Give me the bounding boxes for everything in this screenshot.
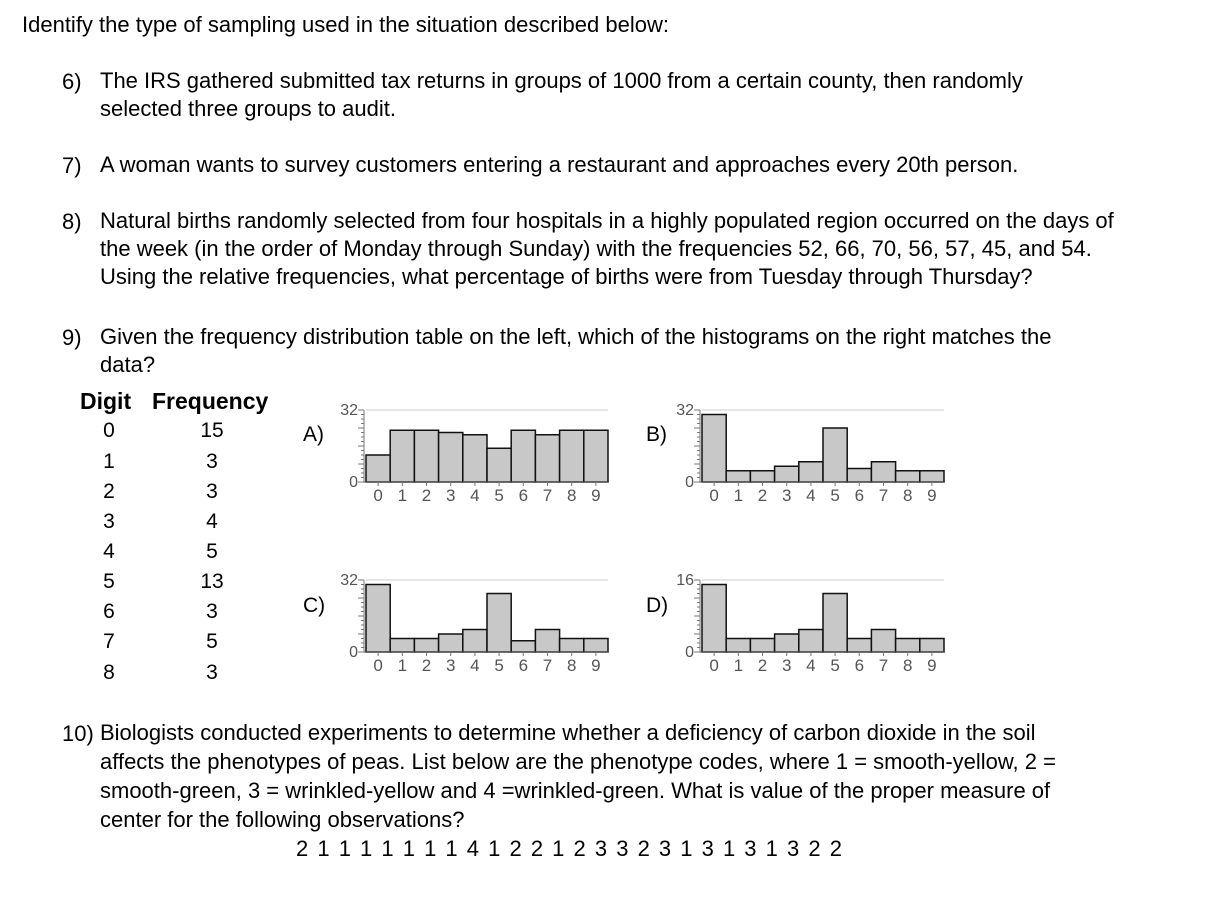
table-frequency: 5 [206, 540, 218, 563]
question-8-number: 8) [62, 209, 82, 234]
histogram-bar [366, 455, 390, 482]
x-tick-label: 2 [421, 486, 432, 505]
histogram-bar [535, 435, 559, 482]
table-frequency: 15 [200, 419, 224, 442]
observations-list: 2 1 1 1 1 1 1 1 4 1 2 2 1 2 3 3 2 3 1 3 1 3 1 3 2 2 [296, 836, 842, 861]
x-tick-label: 0 [709, 656, 719, 675]
table-digit: 2 [103, 480, 115, 503]
histogram-bar [511, 430, 535, 482]
histogram-bar [823, 428, 847, 482]
x-tick-label: 8 [566, 656, 577, 675]
table-header-frequency: Frequency [152, 388, 269, 414]
histogram-bar [463, 435, 487, 482]
x-tick-label: 5 [494, 656, 504, 675]
x-tick-label: 5 [494, 486, 504, 505]
x-tick-label: 9 [927, 656, 937, 675]
x-tick-label: 7 [542, 486, 553, 505]
x-tick-label: 3 [781, 486, 792, 505]
histogram-bar [390, 430, 414, 482]
table-digit: 1 [103, 450, 115, 473]
question-10-line-1: Biologists conducted experiments to determine whether a deficiency of carbon dioxide in the soil [100, 720, 1036, 745]
histogram-bar [799, 462, 823, 482]
histogram-bar [584, 430, 608, 482]
option-a-label: A) [303, 423, 324, 446]
question-10-line-3: smooth-green, 3 = wrinkled-yellow and 4 =wrinkled-green. What is value of the proper measure of [100, 778, 1051, 803]
table-frequency: 3 [206, 661, 218, 684]
histogram-d [666, 570, 956, 680]
x-tick-label: 6 [518, 656, 529, 675]
histogram-bar [366, 585, 390, 653]
x-tick-label: 6 [518, 486, 529, 505]
instructions: Identify the type of sampling used in the situation described below: [22, 12, 669, 37]
x-tick-label: 0 [709, 486, 719, 505]
x-tick-label: 9 [927, 486, 937, 505]
histogram-bar [750, 639, 774, 653]
x-tick-label: 1 [397, 656, 408, 675]
table-digit: 8 [103, 661, 115, 684]
histogram-bar [702, 585, 726, 653]
x-tick-label: 3 [445, 486, 456, 505]
histogram-bar [871, 630, 895, 653]
question-7-number: 7) [62, 153, 82, 178]
histogram-bar [560, 430, 584, 482]
question-9-line-1: Given the frequency distribution table on the left, which of the histograms on the right matches the [100, 324, 1052, 349]
histogram-bar [750, 471, 774, 482]
histogram-bar [535, 630, 559, 653]
x-tick-label: 8 [902, 656, 913, 675]
histogram-bar [560, 639, 584, 653]
histogram-bar [726, 639, 750, 653]
x-tick-label: 6 [854, 656, 865, 675]
x-tick-label: 0 [373, 486, 383, 505]
option-d-label: D) [646, 594, 669, 617]
x-tick-label: 5 [830, 486, 840, 505]
question-9-number: 9) [62, 325, 82, 350]
x-tick-label: 6 [854, 486, 865, 505]
histogram-bar [487, 448, 511, 482]
table-digit: 6 [103, 600, 115, 623]
question-10-line-4: center for the following observations? [100, 807, 465, 832]
option-b-label: B) [646, 423, 667, 446]
x-tick-label: 2 [421, 656, 432, 675]
histogram-c [330, 570, 620, 680]
question-6-line-2: selected three groups to audit. [100, 96, 396, 121]
table-frequency: 3 [206, 480, 218, 503]
table-frequency: 3 [206, 450, 218, 473]
y-tick-label-min: 0 [349, 474, 358, 491]
x-tick-label: 7 [878, 486, 889, 505]
table-frequency: 3 [206, 600, 218, 623]
question-10-number: 10) [62, 721, 94, 746]
x-tick-label: 8 [566, 486, 577, 505]
table-digit: 4 [103, 540, 115, 563]
x-tick-label: 1 [733, 486, 744, 505]
histogram-bar [896, 471, 920, 482]
histogram-bar [511, 641, 535, 652]
question-8-line-2: the week (in the order of Monday through Sunday) with the frequencies 52, 66, 70, 56, 57, 45, and 54. [100, 236, 1092, 261]
y-tick-label-min: 0 [685, 474, 694, 491]
table-frequency: 5 [206, 630, 218, 653]
table-digit: 3 [103, 510, 115, 533]
histogram-bar [439, 433, 463, 483]
question-6-number: 6) [62, 69, 82, 94]
histogram-bar [799, 630, 823, 653]
y-tick-label-min: 0 [685, 644, 694, 661]
histogram-bar [775, 466, 799, 482]
histogram-bar [847, 639, 871, 653]
question-9-line-2: data? [100, 352, 156, 377]
histogram-bar [726, 471, 750, 482]
histogram-bar [847, 469, 871, 483]
x-tick-label: 3 [781, 656, 792, 675]
table-digit: 7 [103, 630, 115, 653]
x-tick-label: 8 [902, 486, 913, 505]
x-tick-label: 1 [733, 656, 744, 675]
x-tick-label: 4 [806, 486, 816, 505]
histogram-bar [487, 594, 511, 653]
option-c-label: C) [303, 594, 326, 617]
histogram-bar [414, 639, 438, 653]
x-tick-label: 1 [397, 486, 408, 505]
x-tick-label: 2 [757, 486, 768, 505]
y-tick-label-max: 16 [676, 572, 694, 589]
table-header-digit: Digit [80, 388, 132, 414]
question-8-line-3: Using the relative frequencies, what percentage of births were from Tuesday through Thursday? [100, 264, 1033, 289]
table-frequency: 4 [206, 510, 218, 533]
table-digit: 5 [103, 570, 115, 593]
x-tick-label: 9 [591, 486, 601, 505]
table-frequency: 13 [200, 570, 224, 593]
x-tick-label: 3 [445, 656, 456, 675]
histogram-b [666, 400, 956, 510]
histogram-bar [390, 639, 414, 653]
x-tick-label: 9 [591, 656, 601, 675]
histogram-bar [702, 415, 726, 483]
question-7-line-1: A woman wants to survey customers entering a restaurant and approaches every 20th person. [100, 152, 1019, 177]
y-tick-label-min: 0 [349, 644, 358, 661]
x-tick-label: 7 [542, 656, 553, 675]
x-tick-label: 2 [757, 656, 768, 675]
question-8-line-1: Natural births randomly selected from four hospitals in a highly populated region occurred on the days of [100, 208, 1114, 233]
x-tick-label: 4 [806, 656, 816, 675]
histogram-bar [920, 639, 944, 653]
histogram-bar [920, 471, 944, 482]
histogram-bar [414, 430, 438, 482]
histogram-bar [439, 634, 463, 652]
x-tick-label: 4 [470, 486, 480, 505]
question-6-line-1: The IRS gathered submitted tax returns in groups of 1000 from a certain county, then randomly [100, 68, 1023, 93]
y-tick-label-max: 32 [340, 572, 358, 589]
question-10-line-2: affects the phenotypes of peas. List below are the phenotype codes, where 1 = smooth-yellow, 2 = [100, 749, 1056, 774]
histogram-bar [463, 630, 487, 653]
x-tick-label: 0 [373, 656, 383, 675]
histogram-bar [823, 594, 847, 653]
x-tick-label: 5 [830, 656, 840, 675]
histogram-bar [896, 639, 920, 653]
x-tick-label: 4 [470, 656, 480, 675]
y-tick-label-max: 32 [340, 402, 358, 419]
y-tick-label-max: 32 [676, 402, 694, 419]
histogram-a [330, 400, 620, 510]
histogram-bar [584, 639, 608, 653]
x-tick-label: 7 [878, 656, 889, 675]
table-digit: 0 [103, 419, 115, 442]
histogram-bar [775, 634, 799, 652]
histogram-bar [871, 462, 895, 482]
